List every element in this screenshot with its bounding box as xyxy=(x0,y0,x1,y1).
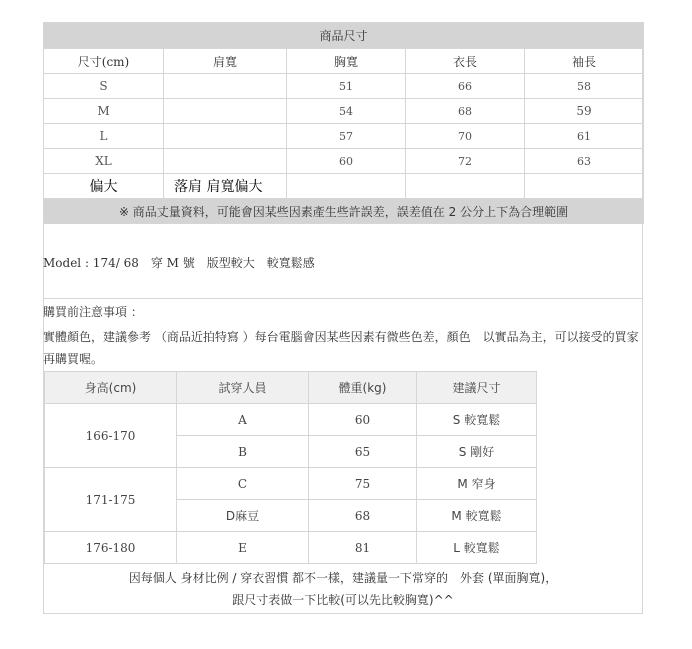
table-row xyxy=(44,74,644,99)
shoulder-cell xyxy=(164,99,287,124)
chest-cell: 51 xyxy=(287,74,406,99)
fit-note-row xyxy=(44,174,644,199)
header-length: 衣長 xyxy=(406,49,525,74)
header-chest: 胸寬 xyxy=(287,49,406,74)
tester-cell: A xyxy=(177,404,309,436)
footer-line-2: 跟尺寸表做一下比較(可以先比較胸寬)^^ xyxy=(232,593,454,607)
chest-cell: 57 xyxy=(287,124,406,149)
footer-line-1: 因每個人 身材比例 / 穿衣習慣 都不一樣，建議量一下常穿的 外套 (單面胸寬)， xyxy=(128,571,558,585)
table-row xyxy=(44,99,644,124)
height-cell: 176-180 xyxy=(45,532,177,564)
chest-cell: 54 xyxy=(287,99,406,124)
size-table-header-row xyxy=(44,49,644,74)
length-cell: 70 xyxy=(406,124,525,149)
header-tester: 試穿人員 xyxy=(177,372,309,404)
recommended-size-cell: S 較寬鬆 xyxy=(417,404,537,436)
shoulder-cell xyxy=(164,74,287,99)
disclaimer-row xyxy=(44,199,644,224)
fit-note-oversize: 偏大 xyxy=(44,174,164,199)
notes-body: 實體顏色，建議參考 （商品近拍特寫 ）每台電腦會因某些因素有微些色差，顏色 以實品為主，可以接受的買家再購買喔。 xyxy=(43,330,639,366)
tester-cell: D麻豆 xyxy=(177,500,309,532)
size-table xyxy=(43,22,644,224)
recommended-size-cell: M 窄身 xyxy=(417,468,537,500)
size-cell: XL xyxy=(44,149,164,174)
shoulder-cell xyxy=(164,149,287,174)
notes-title: 購買前注意事項 ： xyxy=(43,305,143,319)
table-row xyxy=(44,149,644,174)
sleeve-cell: 61 xyxy=(525,124,644,149)
weight-cell: 60 xyxy=(309,404,417,436)
sleeve-cell: 63 xyxy=(525,149,644,174)
fit-table-header-row xyxy=(45,372,537,404)
sleeve-cell: 59 xyxy=(525,99,644,124)
table-row xyxy=(45,404,537,436)
size-cell: M xyxy=(44,99,164,124)
length-cell: 68 xyxy=(406,99,525,124)
header-height: 身高(cm) xyxy=(45,372,177,404)
height-cell: 171-175 xyxy=(45,468,177,532)
sleeve-cell: 58 xyxy=(525,74,644,99)
size-table-title: 商品尺寸 xyxy=(44,23,644,49)
fit-table xyxy=(44,371,537,564)
header-shoulder: 肩寬 xyxy=(164,49,287,74)
header-sleeve: 袖長 xyxy=(525,49,644,74)
height-cell: 166-170 xyxy=(45,404,177,468)
table-row xyxy=(45,468,537,500)
header-weight: 體重(kg) xyxy=(309,372,417,404)
weight-cell: 81 xyxy=(309,532,417,564)
table-row xyxy=(44,124,644,149)
header-recommended-size: 建議尺寸 xyxy=(417,372,537,404)
header-size: 尺寸(cm) xyxy=(44,49,164,74)
size-cell: L xyxy=(44,124,164,149)
tester-cell: E xyxy=(177,532,309,564)
length-cell: 66 xyxy=(406,74,525,99)
table-row xyxy=(45,532,537,564)
size-table-title-row xyxy=(44,23,644,49)
tester-cell: C xyxy=(177,468,309,500)
fit-note-shoulder: 落肩 肩寬偏大 xyxy=(164,174,287,199)
length-cell: 72 xyxy=(406,149,525,174)
size-cell: S xyxy=(44,74,164,99)
recommended-size-cell: L 較寬鬆 xyxy=(417,532,537,564)
empty-cell xyxy=(525,174,644,199)
weight-cell: 75 xyxy=(309,468,417,500)
weight-cell: 65 xyxy=(309,436,417,468)
measurement-disclaimer: ※ 商品丈量資料，可能會因某些因素產生些許誤差，誤差值在 2 公分上下為合理範圍 xyxy=(44,199,644,224)
empty-cell xyxy=(287,174,406,199)
model-info: Model : 174/ 68 穿 M 號 版型較大 較寬鬆感 xyxy=(43,256,315,270)
recommended-size-cell: S 剛好 xyxy=(417,436,537,468)
divider xyxy=(43,298,643,299)
weight-cell: 68 xyxy=(309,500,417,532)
footer-note xyxy=(43,567,643,611)
shoulder-cell xyxy=(164,124,287,149)
empty-cell xyxy=(406,174,525,199)
tester-cell: B xyxy=(177,436,309,468)
chest-cell: 60 xyxy=(287,149,406,174)
recommended-size-cell: M 較寬鬆 xyxy=(417,500,537,532)
